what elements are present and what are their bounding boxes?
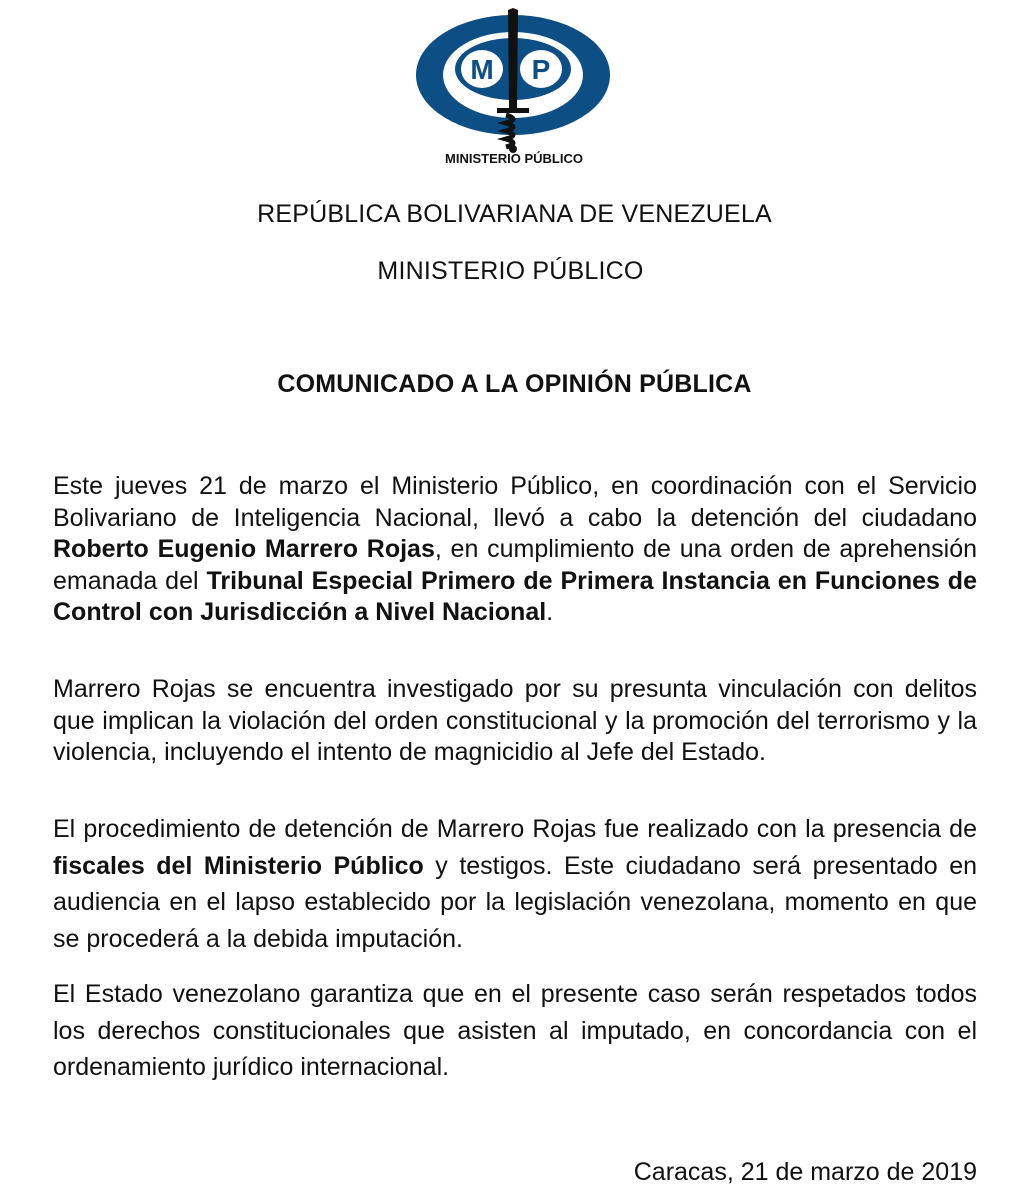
- paragraph-procedure: [53, 811, 977, 957]
- ministry-heading: MINISTERIO PÚBLICO: [377, 257, 644, 285]
- republic-heading: REPÚBLICA BOLIVARIANA DE VENEZUELA: [257, 200, 772, 228]
- paragraph-text: Este jueves 21 de marzo el Ministerio Público, en coordinación con el Servicio Bolivariano de Inteligencia Nacional, llevó a cabo la detención del ciudadano: [53, 472, 977, 532]
- logo-letter-p: P: [531, 54, 551, 85]
- place-date: Caracas, 21 de marzo de 2019: [633, 1158, 977, 1186]
- logo-letter-m: M: [470, 54, 494, 85]
- paragraph-detention: [53, 471, 977, 629]
- detainee-name: Roberto Eugenio Marrero Rojas: [53, 535, 435, 563]
- paragraph-text: El procedimiento de detención de Marrero Rojas fue realizado con la presencia de: [53, 815, 977, 843]
- paragraph-guarantee: El Estado venezolano garantiza que en el presente caso serán respetados todos los derechos constitucionales que asisten al imputado, en concordancia con el ordenamiento jurídico internacional.: [53, 980, 977, 1081]
- document-title: COMUNICADO A LA OPINIÓN PÚBLICA: [277, 370, 752, 398]
- court-name: Tribunal Especial Primero de Primera Instancia en Funciones de Control con Jurisdicción a Nivel Nacional: [53, 566, 977, 626]
- paragraph-text: .: [546, 598, 554, 626]
- paragraph-investigation: Marrero Rojas se encuentra investigado por su presunta vinculación con delitos que implican la violación del orden constitucional y la promoción del terrorismo y la violencia, incluyendo el intento de magnicidio al Jefe del Estado.: [53, 675, 977, 766]
- paragraph-text: , en cumplimiento de una orden de aprehensión emanada del: [53, 535, 977, 595]
- logo-emblem: [410, 8, 620, 173]
- logo-caption: MINISTERIO PÚBLICO: [445, 151, 583, 166]
- prosecutors-mention: fiscales del Ministerio Público: [53, 851, 424, 880]
- ministerio-publico-logo: [410, 8, 620, 173]
- paragraph-text: y testigos. Este ciudadano será presentado en audiencia en el lapso establecido por la legislación venezolana, momento en que se procederá a la debida imputación.: [53, 851, 977, 953]
